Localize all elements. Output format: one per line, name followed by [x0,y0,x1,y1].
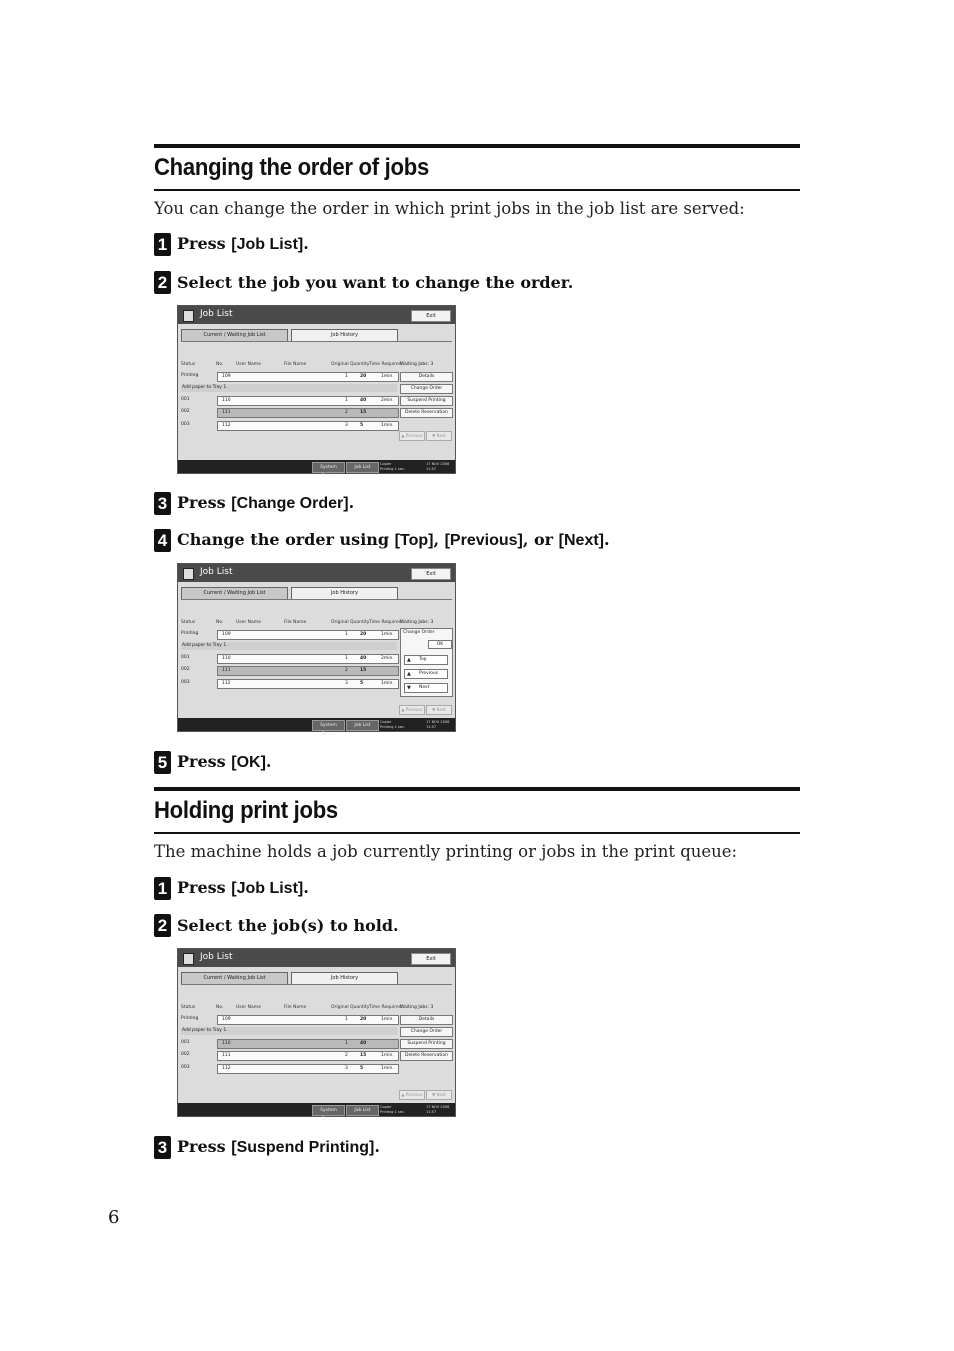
screen-title: Job List [200,952,233,962]
col-no: No. [216,1005,224,1010]
previous-order-button[interactable]: ▲ Previous [404,669,448,679]
delete-reservation-button[interactable]: Delete Reservation [400,408,453,418]
next-order-button[interactable]: ▼ Next [404,683,448,693]
system-status-button[interactable]: System Status [312,720,345,731]
ok-button[interactable]: OK [428,640,452,649]
step-2 [154,270,573,294]
table-row[interactable]: 001 110 1 40 2min. [181,396,396,405]
job-list-screenshot [177,305,456,479]
date-time: 17 NOV 2006 11:57 [426,462,450,471]
step-1 [154,232,309,256]
section-title: Changing the order of jobs [154,154,429,181]
down-arrow-icon: ▼ [407,685,411,691]
exit-button[interactable]: Exit [411,568,451,580]
tab-current-waiting[interactable]: Current / Waiting Job List [181,972,288,985]
col-file: File Name [284,620,307,625]
job-list-button[interactable]: Job List [346,720,379,731]
step-text: Press [Change Order]. [177,493,355,512]
tab-job-history[interactable]: Job History [291,329,398,342]
job-list-button[interactable]: Job List [346,462,379,473]
col-no: No. [216,620,224,625]
col-status: Status [181,362,196,367]
step-text: Press [OK]. [177,752,272,771]
step-3 [154,491,354,515]
screen-header [178,564,455,582]
status-bar [178,460,455,479]
screen-header [178,306,455,324]
change-order-button[interactable]: Change Order [400,384,453,394]
tab-job-history[interactable]: Job History [291,972,398,985]
previous-button[interactable]: ▲ Previous [399,1090,425,1100]
col-quantity: Quantity [350,620,370,625]
step-number: 2 [154,914,171,937]
section-rule [154,787,800,791]
step-number: 3 [154,492,171,515]
step-text: Press [Suspend Printing]. [177,1137,380,1156]
previous-button[interactable]: ▲ Previous [399,431,425,441]
intro-text: The machine holds a job currently printing or jobs in the print queue: [154,842,738,861]
exit-button[interactable]: Exit [411,953,451,965]
waiting-jobs: Waiting Jobs: 3 [400,362,434,367]
system-status-button[interactable]: System Status [312,1105,345,1116]
change-order-title: Change Order [403,630,435,635]
step-1 [154,876,309,900]
step-number: 5 [154,751,171,774]
next-button[interactable]: ▼ Next [426,431,452,441]
col-user: User Name [236,1005,261,1010]
step-5 [154,750,271,774]
add-paper-notice: Add paper to Tray 1. [181,642,397,650]
col-original: Original [331,620,349,625]
waiting-jobs: Waiting Jobs: 3 [400,620,434,625]
delete-reservation-button[interactable]: Delete Reservation [400,1051,453,1061]
step-number: 1 [154,233,171,256]
col-status: Status [181,620,196,625]
tab-current-waiting[interactable]: Current / Waiting Job List [181,329,288,342]
screen-title: Job List [200,567,233,577]
step-text: Press [Job List]. [177,234,309,253]
table-row[interactable]: 002 111 2 15 1min. [181,1051,396,1060]
suspend-printing-button[interactable]: Suspend Printing [400,1039,453,1049]
add-paper-notice: Add paper to Tray 1. [181,1027,397,1035]
table-row[interactable]: Printing 109 1 20 1min. [181,630,396,639]
step-text: Change the order using [Top], [Previous], or [Next]. [177,530,610,549]
next-button[interactable]: ▼ Next [426,705,452,715]
exit-button[interactable]: Exit [411,310,451,322]
status-text: Copier Printing 1 sec. [380,462,405,471]
col-time: Time Required [369,1005,402,1010]
previous-button[interactable]: ▲ Previous [399,705,425,715]
table-row[interactable]: 003 112 3 5 1min. [181,421,396,430]
intro-text: You can change the order in which print jobs in the job list are served: [154,199,745,218]
screen-title: Job List [200,309,233,319]
details-button[interactable]: Details [400,1015,453,1025]
col-quantity: Quantity [350,362,370,367]
up-arrow-icon: ▲ [407,671,411,677]
col-file: File Name [284,1005,307,1010]
details-button[interactable]: Details [400,372,453,382]
step-text: Press [Job List]. [177,878,309,897]
suspend-printing-button[interactable]: Suspend Printing [400,396,453,406]
col-original: Original [331,1005,349,1010]
change-order-button[interactable]: Change Order [400,1027,453,1037]
tab-job-history[interactable]: Job History [291,587,398,600]
step-number: 4 [154,529,171,552]
col-status: Status [181,1005,196,1010]
col-no: No. [216,362,224,367]
step-number: 1 [154,877,171,900]
add-paper-notice: Add paper to Tray 1. [181,384,397,392]
change-order-screenshot [177,563,456,737]
job-list-icon [183,568,194,580]
col-user: User Name [236,362,261,367]
step-text: Select the job you want to change the order. [177,272,574,292]
col-user: User Name [236,620,261,625]
step-3 [154,1135,380,1159]
tab-current-waiting[interactable]: Current / Waiting Job List [181,587,288,600]
step-2 [154,913,399,937]
double-up-arrow-icon: ▲ [407,657,411,663]
change-order-panel [400,628,453,697]
section-rule [154,189,800,191]
table-row[interactable]: 001 110 1 40 [181,1039,396,1048]
job-list-icon [183,953,194,965]
step-4 [154,528,610,552]
job-list-button[interactable]: Job List [346,1105,379,1116]
step-text: Select the job(s) to hold. [177,915,399,935]
job-list-icon [183,310,194,322]
col-quantity: Quantity [350,1005,370,1010]
hold-job-screenshot [177,948,456,1122]
table-row[interactable]: 002 111 2 15 [181,408,396,417]
col-original: Original [331,362,349,367]
table-row[interactable]: 003 112 3 5 1min. [181,1064,396,1073]
status-bar [178,1103,455,1122]
step-number: 3 [154,1136,171,1159]
waiting-jobs: Waiting Jobs: 3 [400,1005,434,1010]
step-number: 2 [154,271,171,294]
section-title: Holding print jobs [154,797,338,824]
status-text: Copier Printing 1 sec. [380,720,405,729]
table-row[interactable]: 003 112 3 5 1min. [181,679,396,688]
page-number: 6 [108,1207,120,1228]
section-rule [154,832,800,834]
screen-header [178,949,455,967]
table-row[interactable]: 001 110 1 40 2min. [181,654,396,663]
table-row[interactable]: 002 111 2 15 [181,666,396,675]
top-button[interactable]: ▲ Top [404,655,448,665]
table-row[interactable]: Printing 109 1 20 1min. [181,1015,396,1024]
status-text: Copier Printing 1 sec. [380,1105,405,1114]
table-row[interactable]: Printing 109 1 20 1min. [181,372,396,381]
divider [181,984,452,985]
system-status-button[interactable]: System Status [312,462,345,473]
status-bar [178,718,455,737]
date-time: 17 NOV 2006 11:57 [426,1105,450,1114]
next-button[interactable]: ▼ Next [426,1090,452,1100]
date-time: 17 NOV 2006 11:57 [426,720,450,729]
divider [181,341,452,342]
col-time: Time Required [369,620,402,625]
divider [181,599,452,600]
col-file: File Name [284,362,307,367]
section-rule [154,144,800,148]
col-time: Time Required [369,362,402,367]
